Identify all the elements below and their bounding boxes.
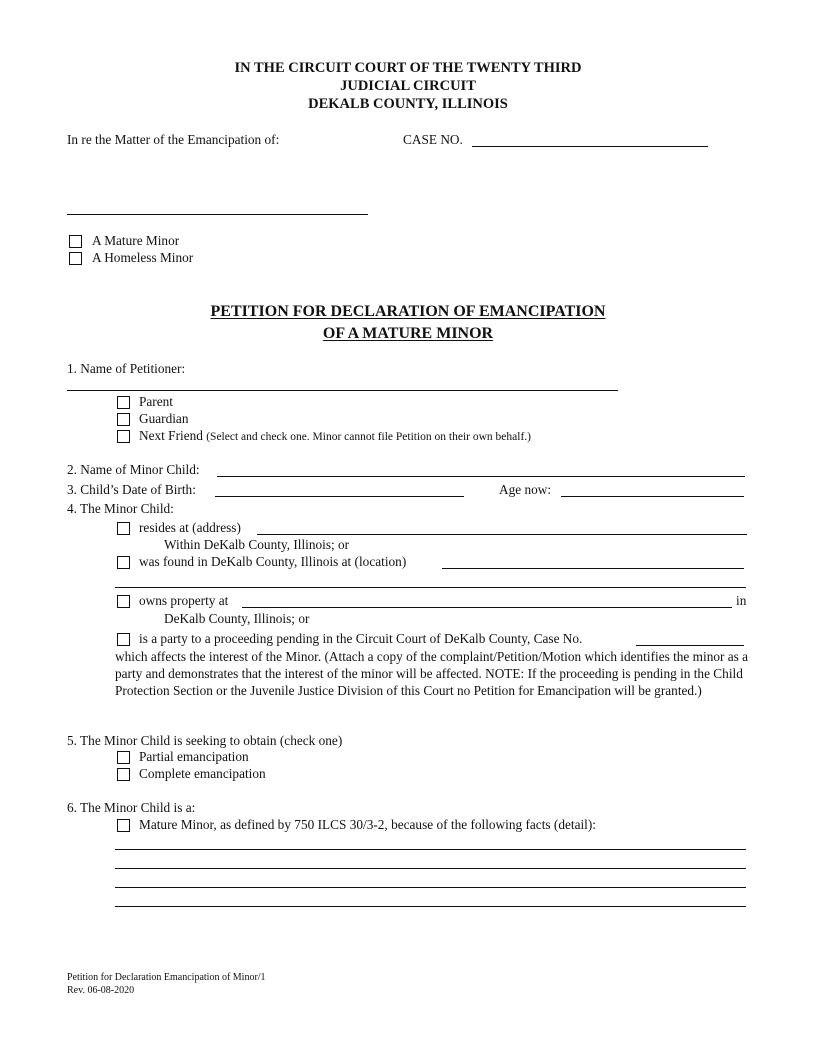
proceeding-case-no-field[interactable] (636, 645, 744, 646)
address-field[interactable] (257, 534, 747, 535)
petitioner-name-label: 1. Name of Petitioner: (67, 361, 186, 376)
mature-minor-facts-checkbox[interactable] (117, 819, 130, 832)
footer-revision: Rev. 06-08-2020 (67, 985, 135, 996)
homeless-minor-label: A Homeless Minor (92, 250, 194, 265)
petition-title-line1: PETITION FOR DECLARATION OF EMANCIPATION (210, 303, 606, 320)
facts-line-3[interactable] (115, 887, 746, 888)
within-county-label: Within DeKalb County, Illinois; or (164, 537, 350, 552)
complete-emancipation-label: Complete emancipation (139, 766, 266, 781)
footer-form-name: Petition for Declaration Emancipation of Minor/1 (67, 972, 266, 983)
mature-minor-label: A Mature Minor (92, 233, 180, 248)
age-label: Age now: (499, 482, 552, 497)
facts-line-1[interactable] (115, 849, 746, 850)
minor-is-a-label: 6. The Minor Child is a: (67, 800, 196, 815)
age-field[interactable] (561, 496, 744, 497)
minor-name-caption-field[interactable] (67, 214, 368, 215)
partial-emancipation-checkbox[interactable] (117, 751, 130, 764)
homeless-minor-checkbox[interactable] (69, 252, 82, 265)
location-field-2[interactable] (115, 587, 746, 588)
facts-line-4[interactable] (115, 906, 746, 907)
court-name-line1: IN THE CIRCUIT COURT OF THE TWENTY THIRD (234, 60, 582, 76)
next-friend-label: Next Friend (Select and check one. Minor cannot file Petition on their own behalf.) (139, 428, 531, 443)
complete-emancipation-checkbox[interactable] (117, 768, 130, 781)
party-proceeding-checkbox[interactable] (117, 633, 130, 646)
petition-title-line2: OF A MATURE MINOR (322, 325, 494, 342)
minor-name-field[interactable] (217, 476, 745, 477)
guardian-checkbox[interactable] (117, 413, 130, 426)
in-label: in (736, 593, 747, 608)
location-field[interactable] (442, 568, 744, 569)
mature-minor-facts-label: Mature Minor, as defined by 750 ILCS 30/3-2, because of the following facts (detail): (139, 817, 596, 832)
dekalb-county-label: DeKalb County, Illinois; or (164, 611, 310, 626)
owns-property-checkbox[interactable] (117, 595, 130, 608)
guardian-label: Guardian (139, 411, 189, 426)
mature-minor-checkbox[interactable] (69, 235, 82, 248)
court-name-line2: JUDICIAL CIRCUIT (340, 78, 476, 94)
case-no-label: CASE NO. (403, 132, 463, 147)
in-re-label: In re the Matter of the Emancipation of: (67, 132, 280, 147)
resides-label: resides at (address) (139, 520, 241, 535)
court-name-line3: DEKALB COUNTY, ILLINOIS (308, 96, 508, 112)
minor-name-label: 2. Name of Minor Child: (67, 462, 200, 477)
found-label: was found in DeKalb County, Illinois at (location) (139, 554, 407, 569)
owns-property-label: owns property at (139, 593, 229, 608)
party-proceeding-detail: which affects the interest of the Minor. (Attach a copy of the complaint/Petition/Motion which identifies the minor as a party and demonstrates that the interest of the minor will be affected. NOTE: If the proceeding is pending in the Child Protection Section or the Juvenile Justice Division of this Court no Petition for Emancipation will be granted.) (115, 649, 749, 698)
found-checkbox[interactable] (117, 556, 130, 569)
dob-label: 3. Child’s Date of Birth: (67, 482, 196, 497)
party-proceeding-label: is a party to a proceeding pending in the Circuit Court of DeKalb County, Case No. (139, 631, 583, 646)
case-no-field[interactable] (472, 146, 708, 147)
partial-emancipation-label: Partial emancipation (139, 749, 249, 764)
facts-line-2[interactable] (115, 868, 746, 869)
dob-field[interactable] (215, 496, 464, 497)
next-friend-checkbox[interactable] (117, 430, 130, 443)
seeking-label: 5. The Minor Child is seeking to obtain (check one) (67, 733, 343, 748)
parent-label: Parent (139, 394, 173, 409)
petitioner-name-field[interactable] (67, 390, 618, 391)
next-friend-note: (Select and check one. Minor cannot file Petition on their own behalf.) (206, 431, 531, 443)
property-address-field[interactable] (242, 607, 732, 608)
parent-checkbox[interactable] (117, 396, 130, 409)
minor-child-label: 4. The Minor Child: (67, 501, 174, 516)
resides-checkbox[interactable] (117, 522, 130, 535)
